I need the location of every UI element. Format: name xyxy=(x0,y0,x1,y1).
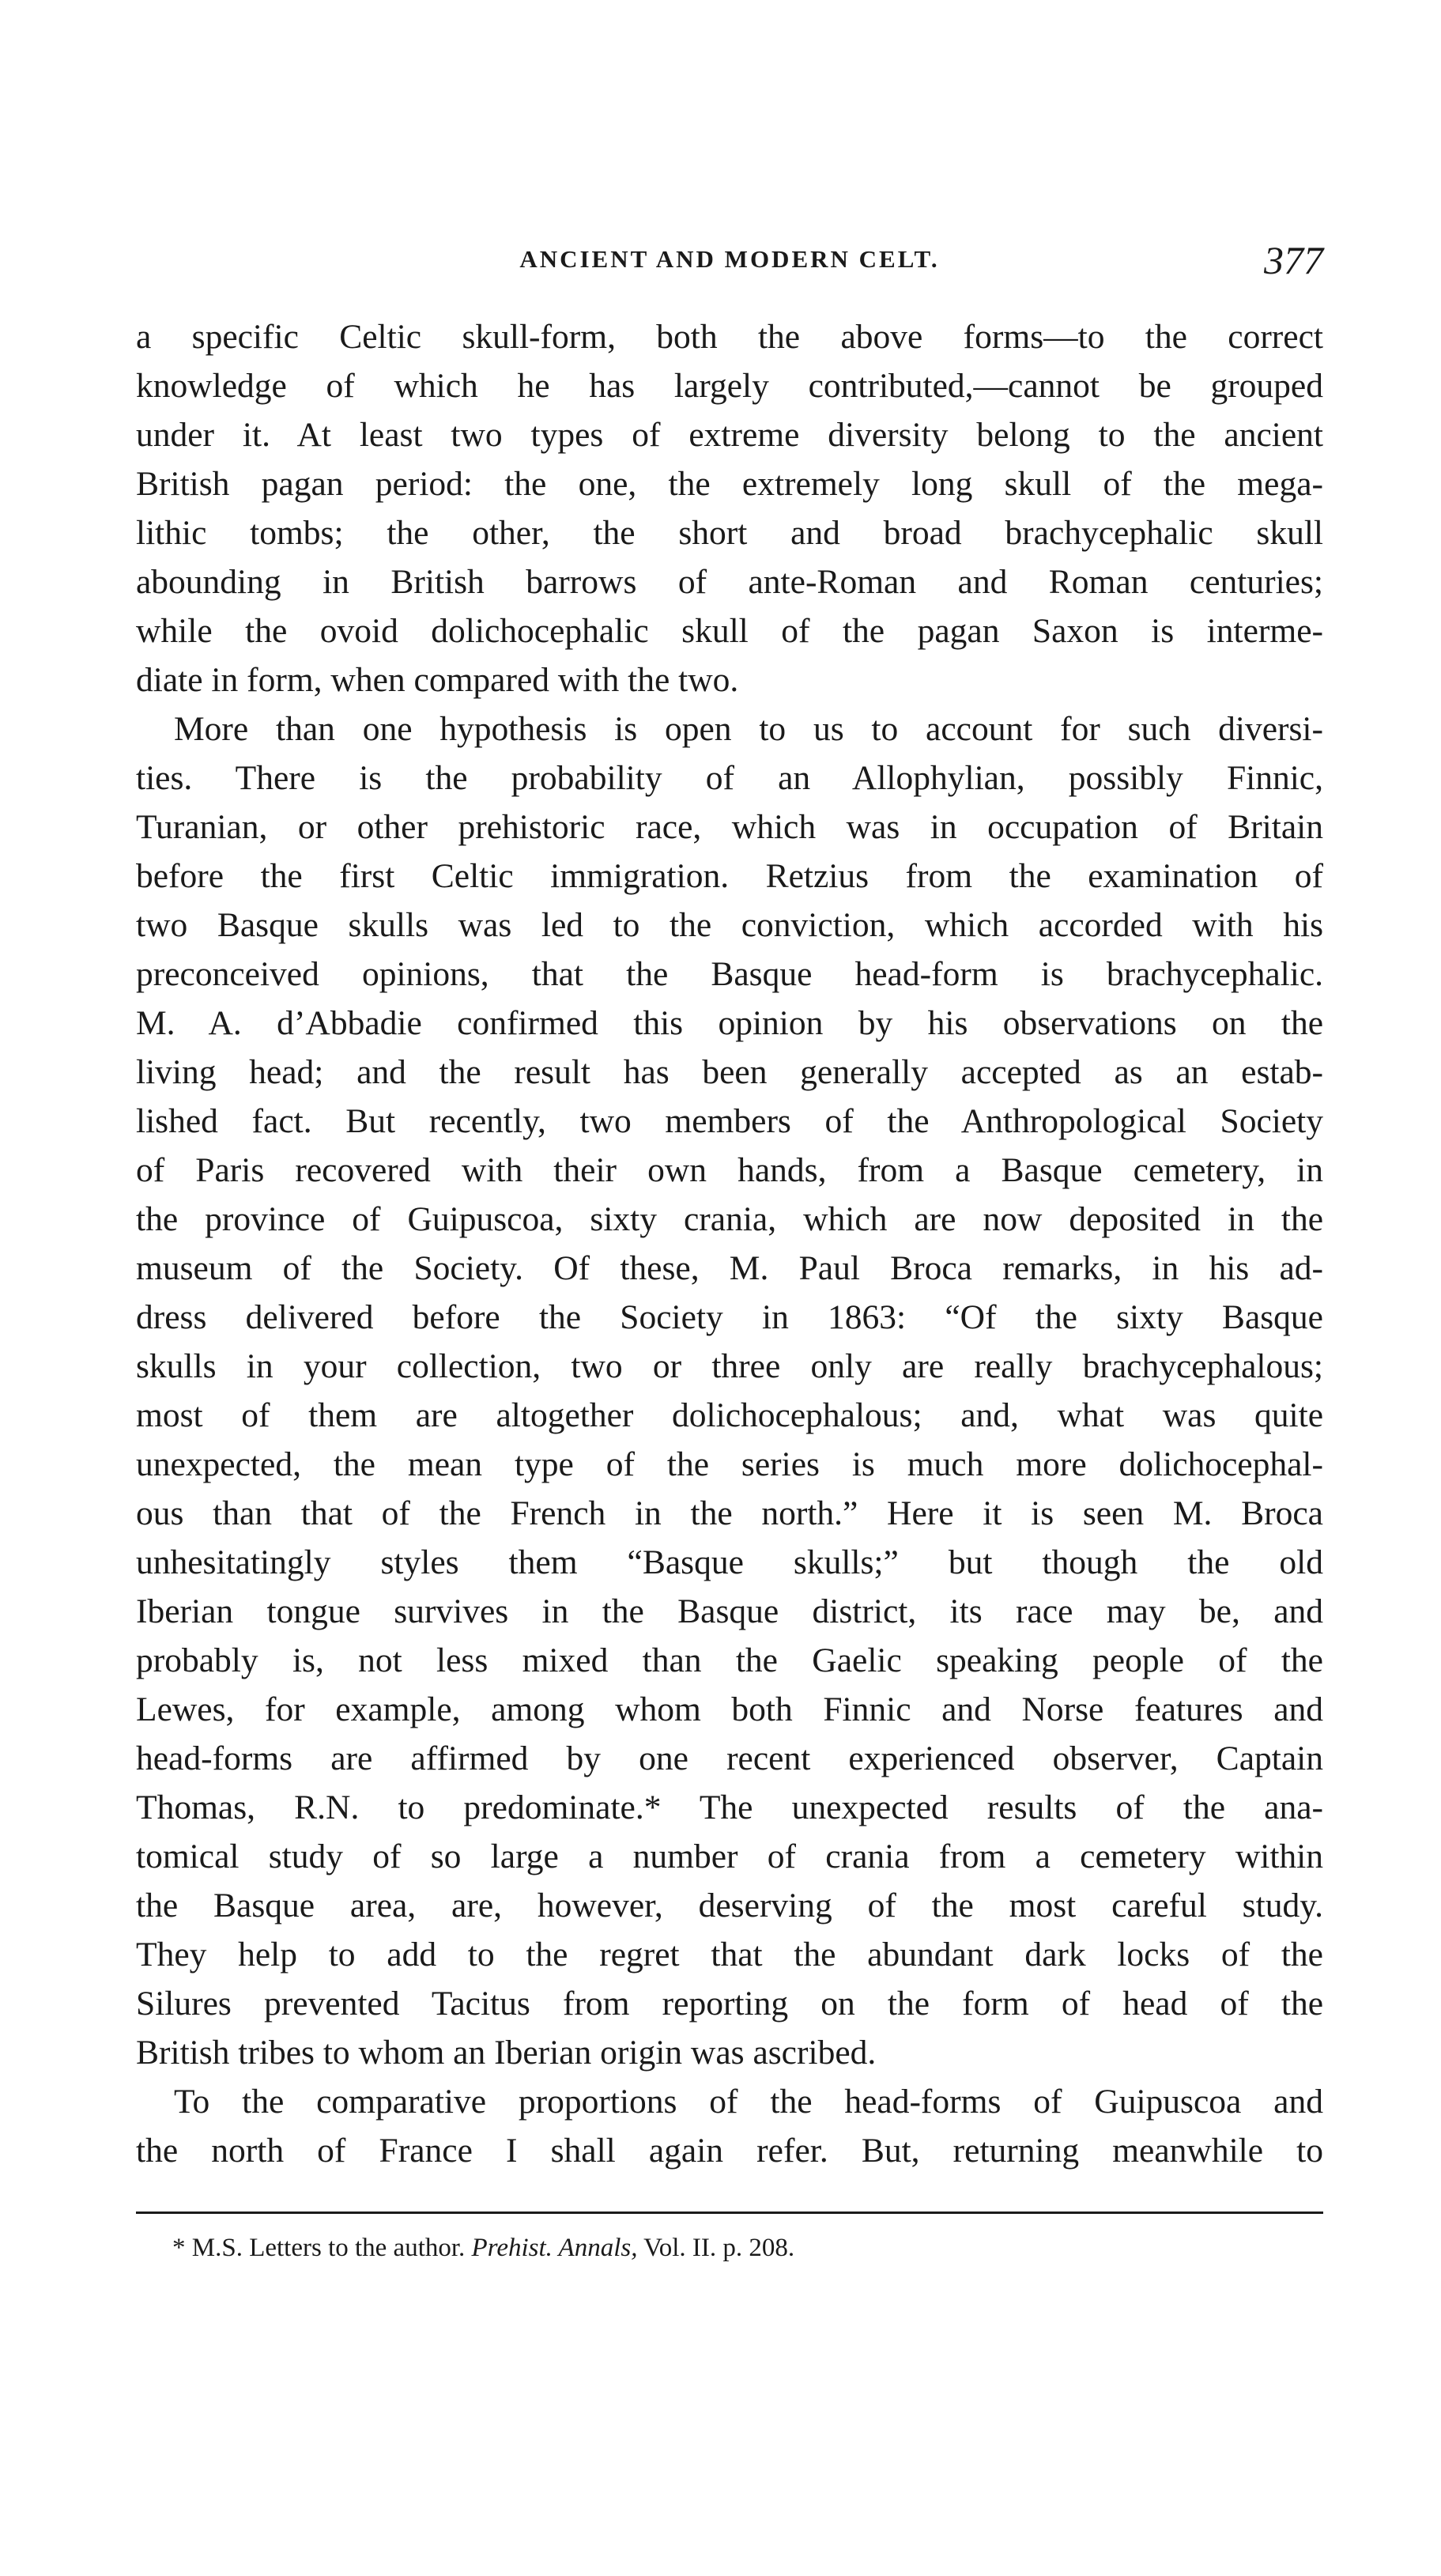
text-line: living head; and the result has been generally accepted as an estab- xyxy=(136,1053,1323,1091)
text-line: preconceived opinions, that the Basque head-form is brachycephalic. xyxy=(136,955,1323,993)
text-line: while the ovoid dolichocephalic skull of the pagan Saxon is interme- xyxy=(136,612,1323,650)
body-text xyxy=(136,312,1323,2175)
text-line: unhesitatingly styles them “Basque skulls;” but though the old xyxy=(136,1543,1323,1581)
text-line: M. A. d’Abbadie confirmed this opinion by his observations on the xyxy=(136,1004,1323,1042)
text-line: museum of the Society. Of these, M. Paul Broca remarks, in his ad- xyxy=(136,1249,1323,1287)
text-line: skulls in your collection, two or three only are really brachycephalous; xyxy=(136,1347,1323,1385)
text-line: Thomas, R.N. to predominate.* The unexpected results of the ana- xyxy=(136,1788,1323,1826)
text-line: unexpected, the mean type of the series is much more dolichocephal- xyxy=(136,1445,1323,1483)
text-line: the Basque area, are, however, deserving of the most careful study. xyxy=(136,1887,1323,1924)
text-line: ous than that of the French in the north.” Here it is seen M. Broca xyxy=(136,1494,1323,1532)
text-line: They help to add to the regret that the abundant dark locks of the xyxy=(136,1936,1323,1974)
text-line: before the first Celtic immigration. Retzius from the examination of xyxy=(136,857,1323,895)
text-line: ties. There is the probability of an Allophylian, possibly Finnic, xyxy=(136,759,1323,797)
text-line: Iberian tongue survives in the Basque district, its race may be, and xyxy=(136,1592,1323,1630)
text-line: lished fact. But recently, two members of the Anthropological Society xyxy=(136,1102,1323,1140)
text-line: tomical study of so large a number of crania from a cemetery within xyxy=(136,1838,1323,1875)
text-line: British tribes to whom an Iberian origin was ascribed. xyxy=(136,2034,877,2072)
footnote-reference: Vol. II. p. 208. xyxy=(643,2234,795,2262)
paragraph-start-line: To the comparative proportions of the head-forms of Guipuscoa and xyxy=(174,2083,1323,2121)
running-title: ANCIENT AND MODERN CELT. xyxy=(519,245,940,273)
text-line: two Basque skulls was led to the conviction, which accorded with his xyxy=(136,906,1323,944)
text-line: under it. At least two types of extreme diversity belong to the ancient xyxy=(136,416,1323,454)
text-line: Lewes, for example, among whom both Finnic and Norse features and xyxy=(136,1690,1323,1728)
footnote-journal-title: Prehist. Annals, xyxy=(471,2234,638,2262)
text-line: head-forms are affirmed by one recent experienced observer, Captain xyxy=(136,1739,1323,1777)
text-line: diate in form, when compared with the two. xyxy=(136,661,739,699)
footnote xyxy=(172,2228,794,2268)
text-line: Silures prevented Tacitus from reporting on the form of head of the xyxy=(136,1985,1323,2023)
running-head xyxy=(136,237,1323,285)
text-line: British pagan period: the one, the extremely long skull of the mega- xyxy=(136,465,1323,503)
text-line: abounding in British barrows of ante-Roman and Roman centuries; xyxy=(136,563,1323,601)
text-line: the province of Guipuscoa, sixty crania, which are now deposited in the xyxy=(136,1200,1323,1238)
text-line: most of them are altogether dolichocephalous; and, what was quite xyxy=(136,1396,1323,1434)
text-line: probably is, not less mixed than the Gaelic speaking people of the xyxy=(136,1641,1323,1679)
text-line: a specific Celtic skull-form, both the above forms—to the correct xyxy=(136,318,1323,356)
footnote-text: * M.S. Letters to the author. xyxy=(172,2234,466,2262)
text-line: lithic tombs; the other, the short and broad brachycephalic skull xyxy=(136,514,1323,552)
text-line: the north of France I shall again refer. But, returning meanwhile to xyxy=(136,2132,1323,2170)
text-line: of Paris recovered with their own hands, from a Basque cemetery, in xyxy=(136,1151,1323,1189)
paragraph-start-line: More than one hypothesis is open to us to account for such diversi- xyxy=(174,710,1323,748)
footnote-divider xyxy=(136,2212,1323,2214)
text-line: dress delivered before the Society in 1863: “Of the sixty Basque xyxy=(136,1298,1323,1336)
page-number: 377 xyxy=(1264,238,1323,282)
text-line: Turanian, or other prehistoric race, which was in occupation of Britain xyxy=(136,808,1323,846)
text-line: knowledge of which he has largely contributed,—cannot be grouped xyxy=(136,367,1323,405)
